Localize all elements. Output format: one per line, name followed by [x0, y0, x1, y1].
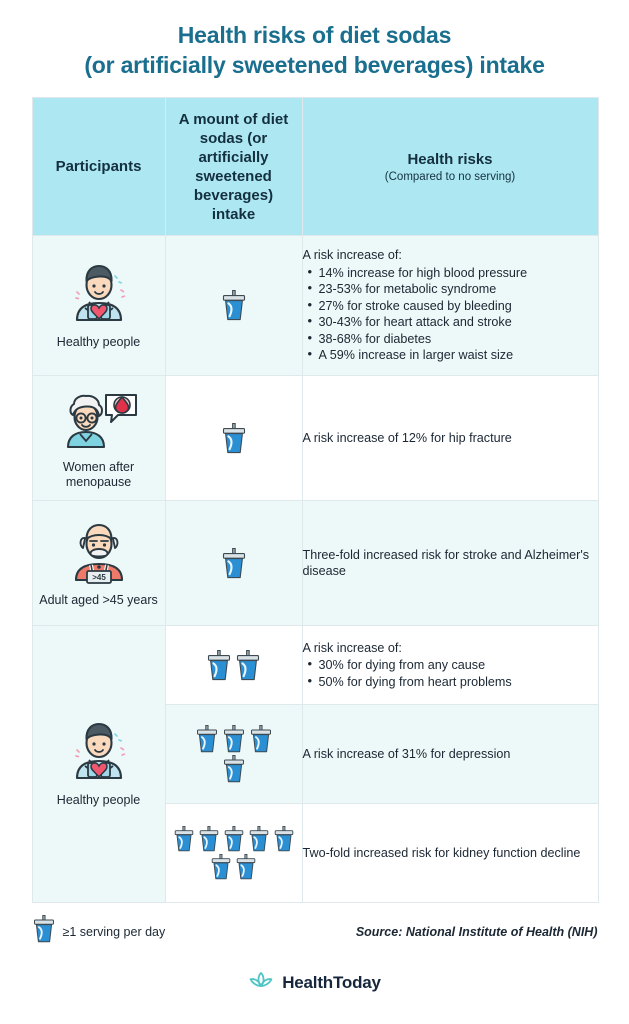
participant-label: Women after menopause	[62, 459, 135, 489]
source-credit: Source: National Institute of Health (NIH)	[355, 924, 598, 939]
soda-cup-icon	[222, 755, 246, 783]
legend	[32, 915, 166, 948]
column-header-risks-sublabel: (Compared to no serving)	[384, 170, 516, 183]
cup-group	[219, 290, 249, 321]
soda-cup-icon	[221, 290, 247, 321]
elderly-man-over-45-sign-icon	[33, 518, 165, 589]
infographic-table-wrapper	[32, 97, 598, 903]
cup-group	[203, 650, 265, 681]
table-header	[32, 98, 598, 236]
soda-cup-icon	[221, 548, 247, 579]
soda-cup-icon	[222, 725, 246, 753]
soda-cup-icon	[222, 725, 246, 753]
footer	[32, 915, 598, 948]
risk-intro: A risk increase of:	[302, 248, 402, 263]
participant-cell-merged	[32, 626, 165, 903]
healthy-person-icon	[33, 262, 165, 331]
elderly-woman-blood-drop-icon	[33, 387, 165, 456]
column-header-risks-label: Health risks	[407, 150, 493, 168]
risk-list-item: • A 59% increase in larger waist size	[319, 347, 598, 364]
healthy-person-icon	[63, 720, 135, 784]
risk-list-item: • 27% for stroke caused by bleeding	[319, 298, 598, 315]
table-row	[32, 501, 598, 626]
soda-cup-icon	[221, 423, 247, 454]
risk-intro: A risk increase of:	[302, 640, 402, 655]
cup-group	[219, 423, 249, 454]
participant-cell	[32, 501, 165, 626]
elderly-woman-blood-drop-icon	[56, 387, 142, 451]
cup-group	[170, 826, 298, 880]
risk-list-item: • 23-53% for metabolic syndrome	[319, 281, 598, 298]
soda-cup-icon	[195, 725, 219, 753]
risk-cell	[302, 376, 598, 501]
cup-group	[219, 548, 249, 579]
lotus-icon	[248, 970, 274, 990]
risk-list-item: • 30-43% for heart attack and stroke	[319, 314, 598, 331]
risk-list-item: • 38-68% for diabetes	[319, 331, 598, 348]
soda-cup-icon	[206, 650, 232, 681]
amount-cell	[165, 626, 302, 705]
soda-cup-icon	[210, 854, 232, 880]
soda-cup-icon	[235, 650, 261, 681]
health-risks-table	[32, 97, 599, 903]
participant-label: Healthy people	[56, 334, 141, 349]
soda-cup-icon	[195, 725, 219, 753]
soda-cup-icon	[248, 826, 270, 852]
soda-cup-icon	[210, 854, 232, 880]
risk-list	[303, 657, 598, 690]
column-header-amount	[165, 98, 302, 236]
cup-group	[186, 725, 282, 783]
soda-cup-icon	[173, 826, 195, 852]
table-row	[32, 626, 598, 705]
risk-text: A risk increase of 12% for hip fracture	[302, 430, 512, 445]
soda-cup-icon	[235, 854, 257, 880]
amount-cell	[165, 804, 302, 903]
soda-cup-icon	[249, 725, 273, 753]
risk-cell	[302, 705, 598, 804]
elderly-man-over-45-sign-icon	[63, 518, 135, 584]
soda-cup-icon	[221, 423, 247, 454]
soda-cup-icon	[249, 725, 273, 753]
participant-cell	[32, 376, 165, 501]
page-title	[0, 0, 629, 80]
risk-list-item: • 30% for dying from any cause	[319, 657, 598, 674]
soda-cup-icon	[32, 915, 56, 943]
amount-cell	[165, 236, 302, 376]
amount-cell	[165, 376, 302, 501]
soda-cup-icon	[221, 290, 247, 321]
soda-cup-icon	[223, 826, 245, 852]
table-row	[32, 376, 598, 501]
soda-cup-icon	[223, 826, 245, 852]
soda-cup-icon	[248, 826, 270, 852]
column-header-risks	[302, 98, 598, 236]
soda-cup-icon	[32, 915, 56, 948]
amount-cell	[165, 501, 302, 626]
soda-cup-icon	[235, 854, 257, 880]
column-header-amount-label: A mount of diet sodas (or artificially sweetened beverages) intake	[178, 110, 289, 223]
risk-text: A risk increase of 31% for depression	[302, 746, 511, 761]
lotus-icon	[248, 970, 274, 995]
soda-cup-icon	[198, 826, 220, 852]
risk-cell	[302, 804, 598, 903]
soda-cup-icon	[206, 650, 232, 681]
title-line-1: Health risks of diet sodas	[177, 22, 452, 48]
participant-label: Adult aged >45 years	[39, 593, 158, 607]
risk-cell	[302, 236, 598, 376]
table-body	[32, 236, 598, 903]
column-header-participants	[32, 98, 165, 236]
healthy-person-icon	[33, 720, 165, 789]
risk-list-item: • 14% increase for high blood pressure	[319, 265, 598, 282]
soda-cup-icon	[173, 826, 195, 852]
risk-text: Two-fold increased risk for kidney function decline	[302, 845, 581, 860]
title-line-2: (or artificially sweetened beverages) intake	[84, 52, 545, 78]
soda-cup-icon	[221, 548, 247, 579]
soda-cup-icon	[198, 826, 220, 852]
brand-name: HealthToday	[282, 972, 381, 992]
soda-cup-icon	[273, 826, 295, 852]
risk-list	[303, 265, 598, 364]
table-row	[32, 236, 598, 376]
legend-label: ≥1 serving per day	[62, 924, 166, 939]
risk-cell	[302, 626, 598, 705]
soda-cup-icon	[235, 650, 261, 681]
healthy-person-icon	[63, 262, 135, 326]
soda-cup-icon	[222, 755, 246, 783]
risk-list-item: • 50% for dying from heart problems	[319, 674, 598, 691]
risk-cell	[302, 501, 598, 626]
column-header-participants-label: Participants	[55, 158, 142, 175]
svg-text:>45: >45	[91, 573, 106, 582]
soda-cup-icon	[273, 826, 295, 852]
participant-label: Healthy people	[56, 793, 141, 807]
table-header-row	[32, 98, 598, 236]
brand-logo	[0, 970, 629, 995]
amount-cell	[165, 705, 302, 804]
risk-text: Three-fold increased risk for stroke and Alzheimer's disease	[302, 547, 590, 578]
participant-cell	[32, 236, 165, 376]
